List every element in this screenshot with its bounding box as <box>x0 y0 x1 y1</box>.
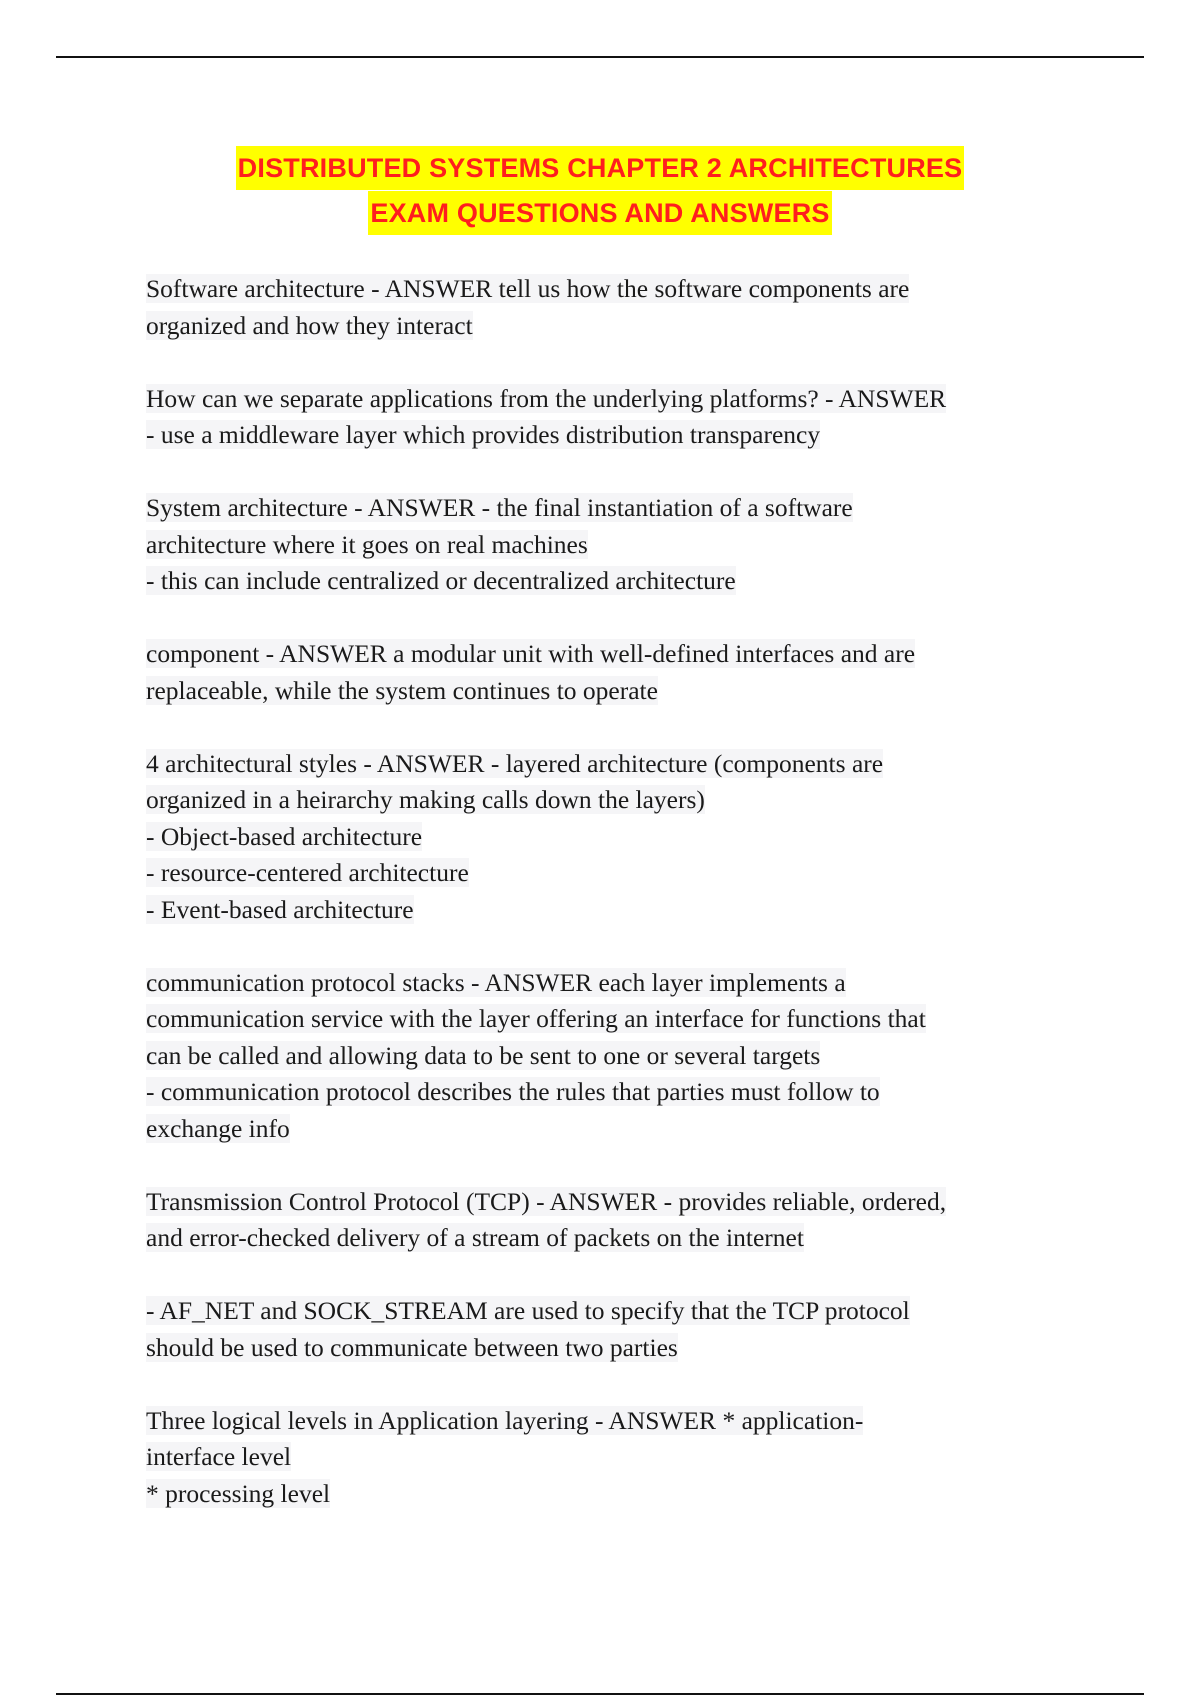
text-line: can be called and allowing data to be sent to one or several targets <box>146 1040 821 1070</box>
text-line: - Object-based architecture <box>146 821 423 851</box>
top-rule <box>56 56 1144 58</box>
text-line: and error-checked delivery of a stream of packets on the internet <box>146 1223 804 1252</box>
text-line: - this can include centralized or decentralized architecture <box>146 566 736 595</box>
bottom-rule <box>56 1693 1144 1695</box>
qa-entry-component <box>146 636 1066 709</box>
text-line: replaceable, while the system continues to operate <box>146 675 658 705</box>
qa-entry-architectural-styles <box>146 746 1066 929</box>
text-line: - AF_NET and SOCK_STREAM are used to specify that the TCP protocol <box>146 1296 910 1325</box>
text-line: communication protocol stacks - ANSWER each layer implements a <box>146 967 846 997</box>
text-line: should be used to communicate between two parties <box>146 1332 678 1362</box>
text-line: How can we separate applications from the underlying platforms? - ANSWER <box>146 383 947 413</box>
qa-entry-protocol-stacks <box>146 965 1066 1148</box>
qa-entry-system-architecture <box>146 490 1066 600</box>
text-line: communication service with the layer offering an interface for functions that <box>146 1004 926 1033</box>
qa-list <box>146 271 1066 1549</box>
text-line: Three logical levels in Application layering - ANSWER * application- <box>146 1405 864 1435</box>
text-line: Software architecture - ANSWER tell us how the software components are <box>146 274 910 303</box>
text-line: Transmission Control Protocol (TCP) - ANSWER - provides reliable, ordered, <box>146 1186 947 1216</box>
qa-entry-tcp <box>146 1184 1066 1257</box>
text-line: interface level <box>146 1442 292 1471</box>
text-line: organized in a heirarchy making calls down the layers) <box>146 785 705 814</box>
text-line: - Event-based architecture <box>146 894 414 924</box>
qa-entry-separate-applications <box>146 381 1066 454</box>
qa-entry-logical-levels <box>146 1403 1066 1513</box>
text-line: - communication protocol describes the rules that parties must follow to <box>146 1077 880 1106</box>
text-line: architecture where it goes on real machines <box>146 529 588 559</box>
title-line-2: EXAM QUESTIONS AND ANSWERS <box>368 191 831 235</box>
text-line: - use a middleware layer which provides distribution transparency <box>146 420 821 449</box>
title-line-1: DISTRIBUTED SYSTEMS CHAPTER 2 ARCHITECTURES <box>236 146 965 190</box>
text-line: exchange info <box>146 1113 290 1143</box>
text-line: - resource-centered architecture <box>146 858 469 887</box>
qa-entry-software-architecture <box>146 271 1066 344</box>
text-line: 4 architectural styles - ANSWER - layered architecture (components are <box>146 748 884 778</box>
text-line: * processing level <box>146 1478 331 1508</box>
document-title <box>0 146 1200 236</box>
text-line: organized and how they interact <box>146 310 473 340</box>
qa-entry-af-net <box>146 1293 1066 1366</box>
text-line: System architecture - ANSWER - the final instantiation of a software <box>146 493 853 522</box>
text-line: component - ANSWER a modular unit with well-defined interfaces and are <box>146 639 916 668</box>
